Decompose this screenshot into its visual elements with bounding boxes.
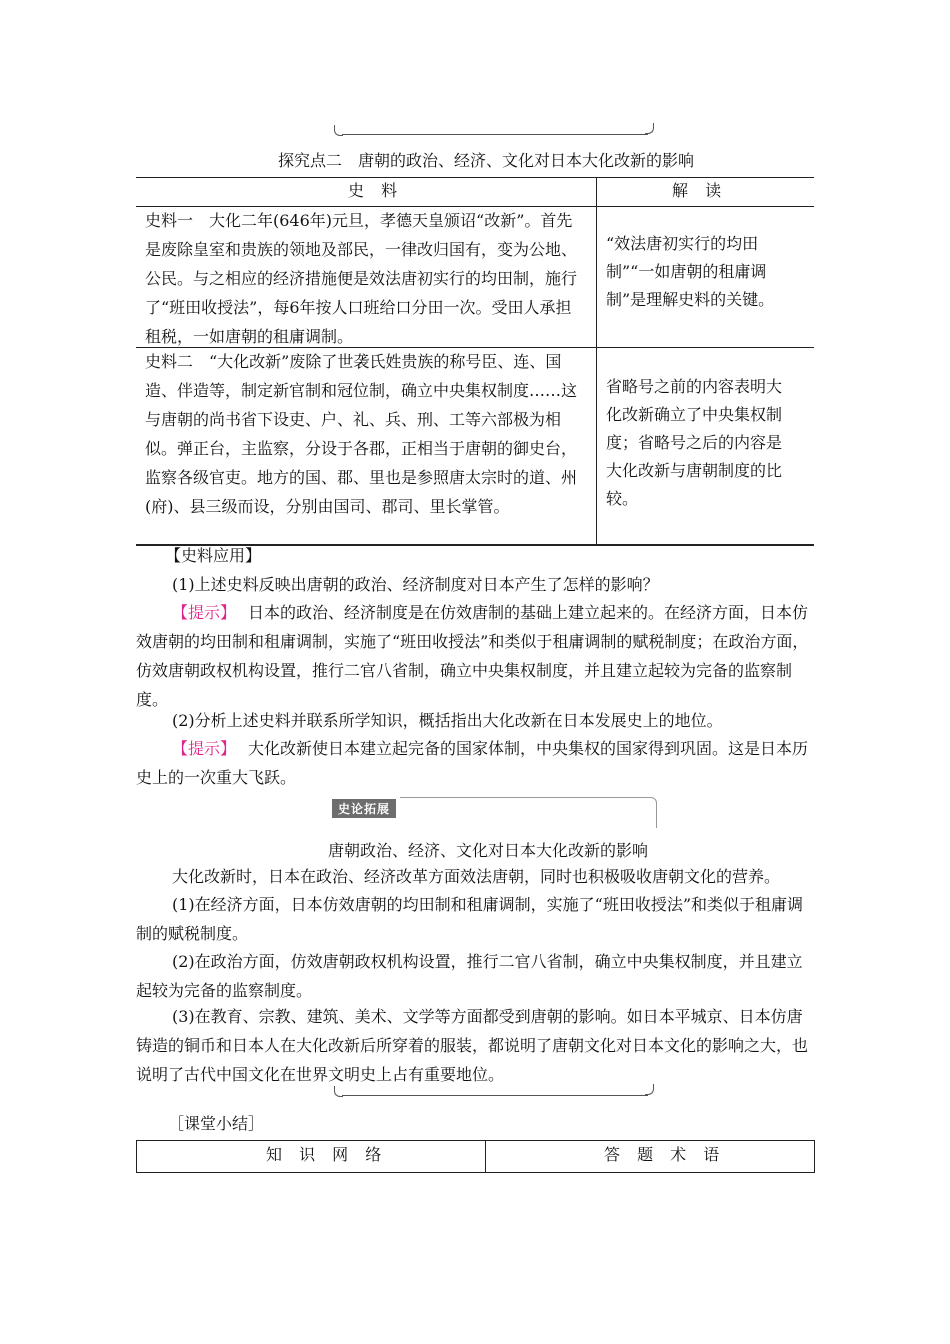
column-header-interpret: 解 读	[672, 181, 728, 200]
top-bracket-right	[645, 123, 654, 134]
section-title: 探究点二 唐朝的政治、经济、文化对日本大化改新的影响	[278, 151, 695, 170]
expansion-point-3: (3)在教育、宗教、建筑、美术、文学等方面都受到唐朝的影响。如日本平城京、日本仿唐铸造的铜币和日本人在大化改新后所穿着的服装，都说明了唐朝文化对日本文化的影响之大，也说明了古代中国文化在世界文明史上占有重要地位。	[136, 1007, 809, 1084]
column-header-material: 史 料	[348, 181, 404, 200]
hint-label: 【提示】	[172, 603, 237, 622]
row1-material: 史料一 大化二年(646年)元旦，孝德天皇颁诏“改新”。首先是废除皇室和贵族的领地及部民，一律改归国有，变为公地、公民。与之相应的经济措施便是效法唐初实行的均田制，施行了“班田收授法”，每6年按人口班给口分田一次。受田人承担租税，一如唐朝的租庸调制。	[145, 211, 578, 346]
summary-col-terms: 答 题 术 语	[604, 1145, 726, 1164]
answer-1	[136, 598, 814, 714]
top-bracket-line	[342, 134, 648, 135]
row2-interpret: 省略号之前的内容表明大化改新确立了中央集权制度；省略号之后的内容是大化改新与唐朝制度的比较。	[606, 377, 783, 508]
expansion-top-line	[400, 797, 648, 798]
expansion-title: 唐朝政治、经济、文化对日本大化改新的影响	[328, 841, 649, 860]
expansion-point-1: (1)在经济方面，日本仿效唐朝的均田制和租庸调制，实施了“班田收授法”和类似于租庸调制的赋税制度。	[136, 895, 804, 943]
answer-1-text: 日本的政治、经济制度是在仿效唐制的基础上建立起来的。在经济方面，日本仿效唐朝的均田制和租庸调制，实施了“班田收授法”和类似于租庸调制的赋税制度；在政治方面，仿效唐朝政权机构设置，推行二官八省制，确立中央集权制度，并且建立起较为完备的监察制度。	[136, 603, 809, 709]
hint-label: 【提示】	[172, 739, 237, 758]
application-heading: 【史料应用】	[165, 546, 262, 565]
bottom-bracket-right	[645, 1084, 654, 1095]
answer-2-text: 大化改新使日本建立起完备的国家体制，中央集权的国家得到巩固。这是日本历史上的一次重大飞跃。	[136, 739, 809, 787]
summary-col-knowledge: 知 识 网 络	[266, 1145, 388, 1164]
row2-material: 史料二 “大化改新”废除了世袭氏姓贵族的称号臣、连、国造、伴造等，制定新官制和冠位制，确立中央集权制度……这与唐朝的尚书省下设吏、户、礼、兵、刑、工等六部极为相似。弹正台，主监察，分设于各郡，正相当于唐朝的御史台，监察各级官吏。地方的国、郡、里也是参照唐太宗时的道、州(府)、县三级而设，分别由国司、郡司、里长掌管。	[145, 352, 578, 516]
summary-column-divider	[485, 1140, 486, 1172]
bottom-bracket-line	[342, 1095, 648, 1096]
expansion-intro: 大化改新时，日本在政治、经济改革方面效法唐朝，同时也积极吸收唐朝文化的营养。	[172, 867, 781, 886]
answer-2	[136, 734, 814, 792]
summary-heading: ［课堂小结］	[168, 1114, 265, 1133]
question-2: (2)分析上述史料并联系所学知识，概括指出大化改新在日本发展史上的地位。	[172, 711, 723, 730]
expansion-point-2: (2)在政治方面，仿效唐朝政权机构设置，推行二官八省制，确立中央集权制度，并且建立起较为完备的监察制度。	[136, 952, 803, 1000]
expansion-badge: 史论拓展	[332, 799, 396, 818]
question-1: (1)上述史料反映出唐朝的政治、经济制度对日本产生了怎样的影响？	[172, 575, 659, 594]
expansion-right-edge	[648, 797, 657, 828]
row1-interpret: “效法唐初实行的均田制”“一如唐朝的租庸调制”是理解史料的关键。	[606, 234, 775, 309]
table-column-divider	[596, 177, 597, 545]
